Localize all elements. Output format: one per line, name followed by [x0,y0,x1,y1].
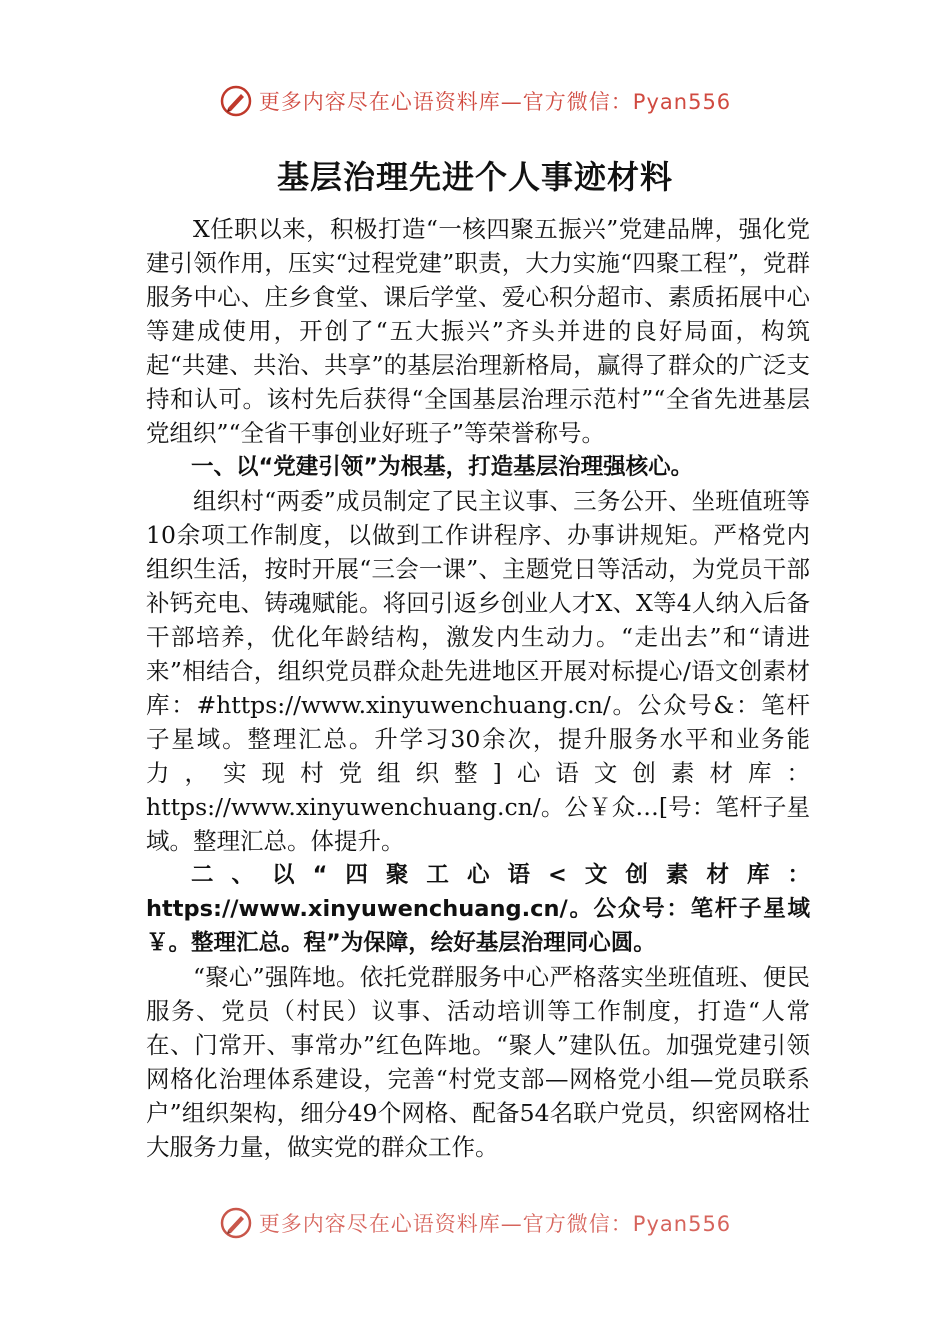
document-body [146,212,810,1164]
paragraph-section-2: “聚心”强阵地。依托党群服务中心严格落实坐班值班、便民服务、党员（村民）议事、活动培训等工作制度，打造“人常在、门常开、事常办”红色阵地。“聚人”建队伍。加强党建引领网格化治理体系建设，完善“村党支部—网格党小组—党员联系户”组织架构，细分49个网格、配备54名联户党员，织密网格壮大服务力量，做实党的群众工作。 [146,963,810,1161]
watermark-text: 更多内容尽在心语资料库—官方微信：Pyan556 [258,90,732,114]
section-heading-2: 二、以“四聚工心语<文创素材库：https://www.xinyuwenchuang.cn/。公众号：笔杆子星域￥。整理汇总。程”为保障，绘好基层治理同心圆。 [146,862,810,956]
watermark-footer [0,1206,950,1240]
watermark-text: 更多内容尽在心语资料库—官方微信：Pyan556 [258,1212,732,1236]
watermark-header [0,84,950,118]
section-heading-1: 一、以“党建引领”为根基，打造基层治理强核心。 [191,454,694,480]
paragraph-intro: X任职以来，积极打造“一核四聚五振兴”党建品牌，强化党建引领作用，压实“过程党建”职责，大力实施“四聚工程”，党群服务中心、庄乡食堂、课后学堂、爱心积分超市、素质拓展中心等建成使用，开创了“五大振兴”齐头并进的良好局面，构筑起“共建、共治、共享”的基层治理新格局，赢得了群众的广泛支持和认可。该村先后获得“全国基层治理示范村”“全省先进基层党组织”“全省干事创业好班子”等荣誉称号。 [146,215,810,447]
paragraph-section-1: 组织村“两委”成员制定了民主议事、三务公开、坐班值班等10余项工作制度，以做到工作讲程序、办事讲规矩。严格党内组织生活，按时开展“三会一课”、主题党日等活动，为党员干部补钙充电、铸魂赋能。将回引返乡创业人才X、X等4人纳入后备干部培养，优化年龄结构，激发内生动力。“走出去”和“请进来”相结合，组织党员群众赴先进地区开展对标提心/语文创素材库：#https://www.xinyuwenchuang.cn/。公众号&：笔杆子星域。整理汇总。升学习30余次，提升服务水平和业务能力，实现村党组织整]心语文创素材库：https://www.xinyuwenchuang.cn/。公￥众…[号：笔杆子星域。整理汇总。体提升。 [146,487,810,855]
pen-logo-icon [219,84,253,118]
document-title: 基层治理先进个人事迹材料 [276,158,673,196]
pen-logo-icon [219,1206,253,1240]
